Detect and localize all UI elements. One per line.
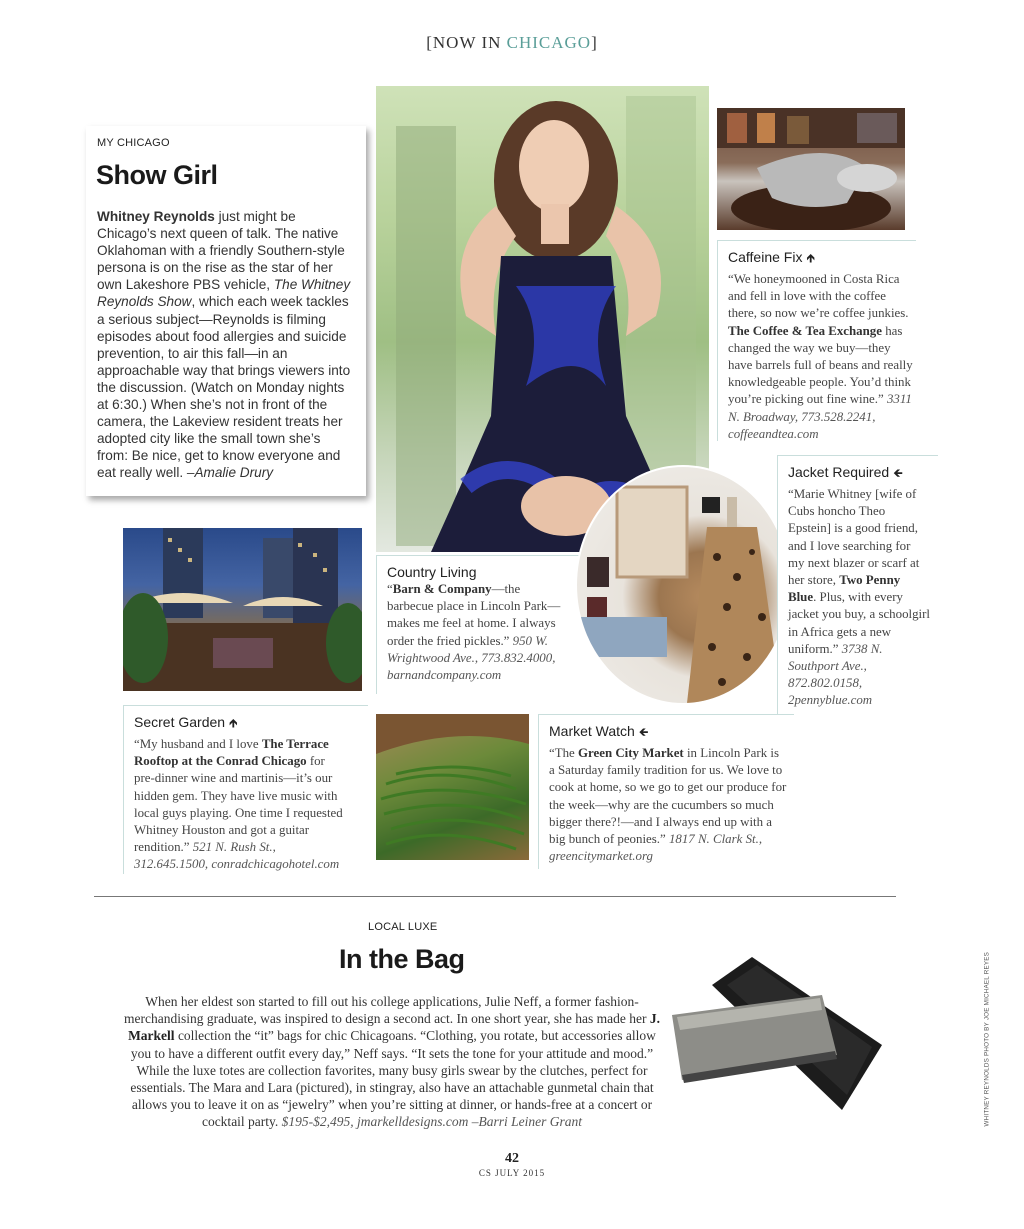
jacket-required-title: Jacket Required 🡸 [788, 464, 903, 480]
header-prefix: NOW IN [432, 33, 507, 52]
beans-illustration [376, 714, 529, 860]
coffee-illustration [717, 108, 905, 230]
arrow-up-icon: 🡹 [228, 716, 238, 730]
page-folio [0, 1151, 1024, 1178]
business-name: The Coffee & Tea Exchange [728, 323, 882, 338]
terrace-rooftop-photo [123, 528, 362, 691]
country-living-box [376, 555, 587, 694]
business-address: 521 N. Rush St., 312.645.1500, conradchicagohotel.com [134, 840, 340, 872]
jacket-store-photo [575, 465, 791, 705]
business-name: Green City Market [578, 746, 684, 760]
country-living-body: “Barn & Company—the barbecue place in Lincoln Park—makes me feel at home. I always order the fried pickles.” 950 W. Wrightwood Ave., 773.832.4000, barnandcompany.com [387, 582, 561, 683]
photo-credit: WHITNEY REYNOLDS PHOTO BY JOE MICHAEL REYES [983, 951, 991, 1127]
subject-name: Whitney Reynolds [97, 209, 215, 224]
header-bracket-open: [ [426, 33, 433, 52]
page-number: 42 [505, 1151, 519, 1166]
terrace-illustration [123, 528, 362, 691]
business-name: Two Penny Blue [788, 573, 901, 605]
market-watch-title: Market Watch 🡸 [549, 723, 649, 739]
show-girl-kicker: MY CHICAGO [97, 137, 170, 149]
business-address: 1817 N. Clark St., greencitymarket.org [549, 832, 763, 864]
business-name: The Terrace Rooftop at the Conrad Chicago [134, 737, 329, 769]
green-beans-photo [376, 714, 529, 860]
caffeine-fix-body: “We honeymooned in Costa Rica and fell in love with the coffee there, so now we’re coffee junkies. The Coffee & Tea Exchange has changed the way we buy—they have barrels full of beans and really knowledgeable people. You’d think you’re picking out fine wine.” 3311 N. Broadway, 773.528.2241, coffeeandtea.com [728, 272, 913, 441]
caffeine-fix-box [717, 240, 916, 441]
jacket-required-body: “Marie Whitney [wife of Cubs honcho Theo Epstein] is a good friend, and I love searching for my next blazer or scarf at her store, Two Penny Blue. Plus, with every jacket you buy, a schoolgirl in Africa gets a new uniform.” 3738 N. Southport Ave., 872.802.0158, 2pennyblue.com [788, 487, 930, 708]
arrow-left-icon: 🡸 [638, 725, 649, 739]
market-watch-box [538, 714, 794, 869]
arrow-up-icon: 🡹 [806, 251, 815, 265]
section-header [0, 33, 1024, 53]
caffeine-fix-title: Caffeine Fix 🡹 [728, 249, 815, 265]
header-bracket-close: ] [591, 33, 598, 52]
show-girl-text-1: just might be Chicago’s next queen of talk. The native Oklahoman with a friendly Southern-style persona is on the rise as the star of her own Lakeshore PBS vehicle, [97, 209, 345, 293]
secret-garden-title: Secret Garden 🡹 [134, 714, 238, 730]
show-girl-text-2: , which each week tackles a serious subject—Reynolds is filming episodes about food allergies and suicide prevention, to air this fall—in an approachable way that brings viewers into the discussion. (Watch on Monday nights at 6:30.) When she’s not in front of the camera, the Lakeview resident treats her adopted city like the small town she’s from: Be nice, get to know everyone and eat really well. [97, 294, 351, 481]
business-address: 3738 N. Southport Ave., 872.802.0158, 2pennyblue.com [788, 641, 883, 708]
show-girl-headline: Show Girl [96, 160, 218, 190]
price-info: $195-$2,495, jmarkelldesigns.com [281, 1114, 469, 1130]
market-watch-body: “The Green City Market in Lincoln Park is a Saturday family tradition for us. We love to cook at home, so we go to get our produce for the week—why are the cucumbers so much bigger there?!—and I always end up with a big bunch of peonies.” 1817 N. Clark St., greencitymarket.org [549, 746, 787, 864]
issue-label: CS JULY 2015 [478, 1168, 546, 1178]
clutch-bags-photo [672, 955, 887, 1115]
show-title: The Whitney Reynolds Show [97, 277, 351, 310]
arrow-left-icon: 🡸 [893, 466, 903, 480]
country-living-title: Country Living [387, 564, 477, 580]
coffee-beans-photo [717, 108, 905, 230]
header-city: CHICAGO [506, 33, 592, 52]
business-address: 950 W. Wrightwood Ave., 773.832.4000, barnandcompany.com [387, 633, 556, 683]
business-address: 3311 N. Broadway, 773.528.2241, coffeeandtea.com [728, 392, 912, 441]
jacket-required-box [777, 455, 938, 716]
secret-garden-body: “My husband and I love The Terrace Rooftop at the Conrad Chicago for pre-dinner wine and martinis—it’s our hidden gem. They have live music with local guys playing. One time I requested Whitney Houston and got a guitar rendition.” 521 N. Rush St., 312.645.1500, conradchicagohotel.com [134, 737, 343, 872]
show-girl-article [86, 126, 366, 496]
show-girl-body [97, 208, 355, 482]
in-the-bag-byline: –Barri Leiner Grant [468, 1114, 583, 1130]
section-divider [94, 896, 896, 897]
business-name: Barn & Company [392, 582, 492, 596]
in-the-bag-kicker: LOCAL LUXE [368, 921, 438, 933]
in-the-bag-headline: In the Bag [339, 944, 465, 974]
brand-name: J. Markell [128, 1011, 660, 1044]
secret-garden-box [123, 705, 368, 874]
jacket-illustration [577, 467, 789, 703]
show-girl-byline: –Amalie Drury [186, 465, 274, 481]
in-the-bag-body: When her eldest son started to fill out his college applications, Julie Neff, a former fashion-merchandising graduate, was inspired to design a second act. In one short year, she has made her J. Markell collection the “it” bags for chic Chicagoans. “Clothing, you rotate, but accessories allow you to have a different outfit every day,” Neff says. “It sets the tone for your attitude and mood.” While the luxe totes are collection favorites, many busy girls swear by the clutches, perfect for essentials. The Mara and Lara (pictured), in stingray, also have an attachable gunmetal chain that allows you to leave it on as “jewelry” when you’re sitting at dinner, or hands-free at a concert or cocktail party. $195-$2,495, jmarkelldesigns.com –Barri Leiner Grant [124, 994, 660, 1130]
clutches-illustration [672, 955, 887, 1115]
